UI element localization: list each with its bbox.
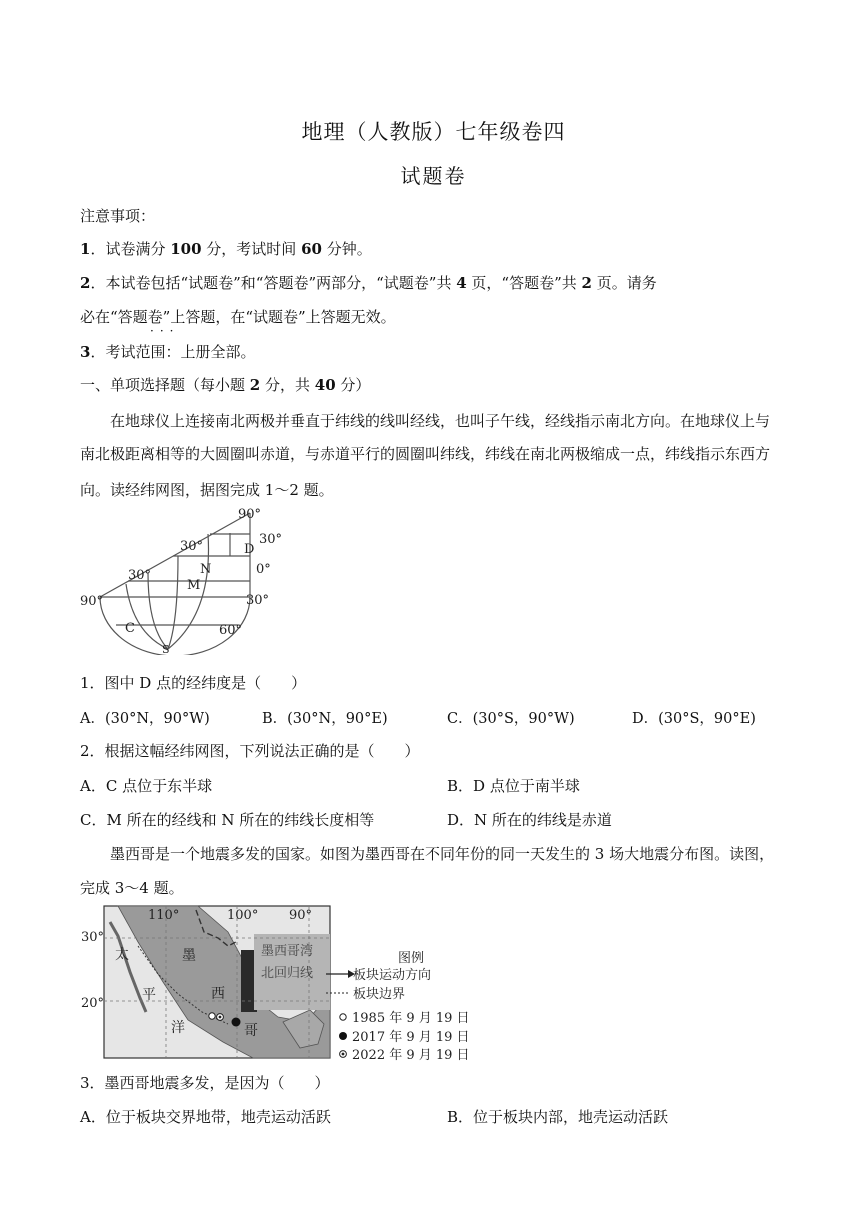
lat-label-30: 30° (81, 930, 105, 945)
q2-option-c: C．M 所在的经线和 N 所在的纬线长度相等 (80, 811, 375, 829)
notice-heading: 注意事项： (80, 207, 156, 225)
map-word-yang: 洋 (171, 1020, 185, 1036)
label-30-lower: 30° (246, 593, 270, 608)
q3-stem: 3．墨西哥地震多发，是因为（ ） (80, 1074, 330, 1092)
emphasis-dots: ··· (150, 324, 180, 338)
lon-label-100: 100° (227, 908, 259, 923)
lon-label-110: 110° (148, 908, 180, 923)
page-subtitle: 试题卷 (400, 164, 467, 188)
label-90-left: 90° (80, 594, 104, 609)
meridian-edge (100, 513, 250, 597)
page-title: 地理（人教版）七年级卷四 (301, 120, 566, 144)
legend-2017-icon (339, 1032, 347, 1040)
q1-option-d: D．(30°S，90°E) (632, 711, 756, 727)
passage1-line3: 向。读经纬网图，据图完成 1～2 题。 (80, 481, 334, 499)
map-word-xi: 西 (211, 986, 225, 1002)
meridian-1 (126, 584, 168, 649)
label-M: M (187, 578, 201, 593)
passage1-line1: 在地球仪上连接南北两极并垂直于纬线的线叫经线，也叫子午线，经线指示南北方向。在地球仪上与 (110, 412, 771, 430)
q2-option-d: D．N 所在的纬线是赤道 (447, 811, 612, 829)
notice-item-1: 1．试卷满分 100 分，考试时间 60 分钟。 (80, 240, 372, 258)
section-heading: 一、单项选择题（每小题 2 分，共 40 分） (80, 376, 371, 394)
map-label-tropic: 北回归线 (261, 966, 314, 981)
quake-1985 (209, 1013, 215, 1019)
legend-2022: 2022 年 9 月 19 日 (352, 1048, 470, 1062)
label-N: N (200, 562, 212, 577)
lon-label-90: 90° (289, 908, 313, 923)
q3-option-a: A．位于板块交界地带，地壳运动活跃 (80, 1108, 331, 1126)
quake-2017 (232, 1018, 241, 1027)
label-D: D (244, 542, 255, 557)
label-90-top: 90° (238, 507, 262, 522)
notice-item-2: 2．本试卷包括“试题卷”和“答题卷”两部分，“试题卷”共 4 页，“答题卷”共 2 页。请务 (80, 274, 657, 292)
notice-item-2-cont: 必在“答题卷”上答题，在“试题卷”上答题无效。 (80, 308, 396, 326)
q2-option-a: A．C 点位于东半球 (80, 777, 213, 795)
q1-stem: 1．图中 D 点的经纬度是（ ） (80, 674, 307, 692)
q2-option-b: B．D 点位于南半球 (447, 777, 580, 795)
map-word-ping: 平 (142, 987, 156, 1003)
notice-item-3: 3．考试范围：上册全部。 (80, 343, 256, 361)
map-word-tai: 太 (115, 947, 129, 963)
passage1-line2: 南北极距离相等的大圆圈叫赤道，与赤道平行的圆圈叫纬线，纬线在南北两极缩成一点，纬线指示东西方 (80, 445, 771, 463)
legend-1985: 1985 年 9 月 19 日 (352, 1011, 470, 1026)
lat-label-20: 20° (81, 996, 105, 1011)
q2-stem: 2．根据这幅经纬网图，下列说法正确的是（ ） (80, 742, 420, 760)
legend-plate-direction: 板块运动方向 (353, 968, 432, 983)
passage2-line2: 完成 3～4 题。 (80, 879, 184, 897)
mexico-map-figure (78, 902, 476, 1062)
passage2-line1: 墨西哥是一个地震多发的国家。如图为墨西哥在不同年份的同一天发生的 3 场大地震分布图。读图， (110, 845, 775, 863)
label-60: 60° (219, 623, 243, 638)
map-word-mo: 墨 (182, 948, 196, 964)
label-S: S (162, 643, 170, 655)
label-30-left: 30° (180, 539, 204, 554)
legend-plate-boundary: 板块边界 (353, 987, 406, 1002)
map-label-gulf: 墨西哥湾 (261, 944, 314, 959)
meridian-3 (168, 556, 178, 649)
q3-option-b: B．位于板块内部，地壳运动活跃 (447, 1108, 669, 1126)
q1-option-c: C．(30°S，90°W) (447, 711, 575, 727)
map-word-ge: 哥 (244, 1023, 258, 1039)
label-30-mid: 30° (128, 568, 152, 583)
legend-2017: 2017 年 9 月 19 日 (352, 1030, 470, 1045)
q1-option-a: A．(30°N，90°W) (80, 711, 210, 727)
label-0: 0° (256, 562, 271, 577)
legend-1985-icon (340, 1014, 346, 1020)
label-30-right: 30° (259, 532, 283, 547)
legend-title: 图例 (398, 951, 425, 966)
label-C: C (125, 621, 135, 636)
q1-option-b: B．(30°N，90°E) (262, 711, 388, 727)
graticule-figure (78, 503, 293, 655)
